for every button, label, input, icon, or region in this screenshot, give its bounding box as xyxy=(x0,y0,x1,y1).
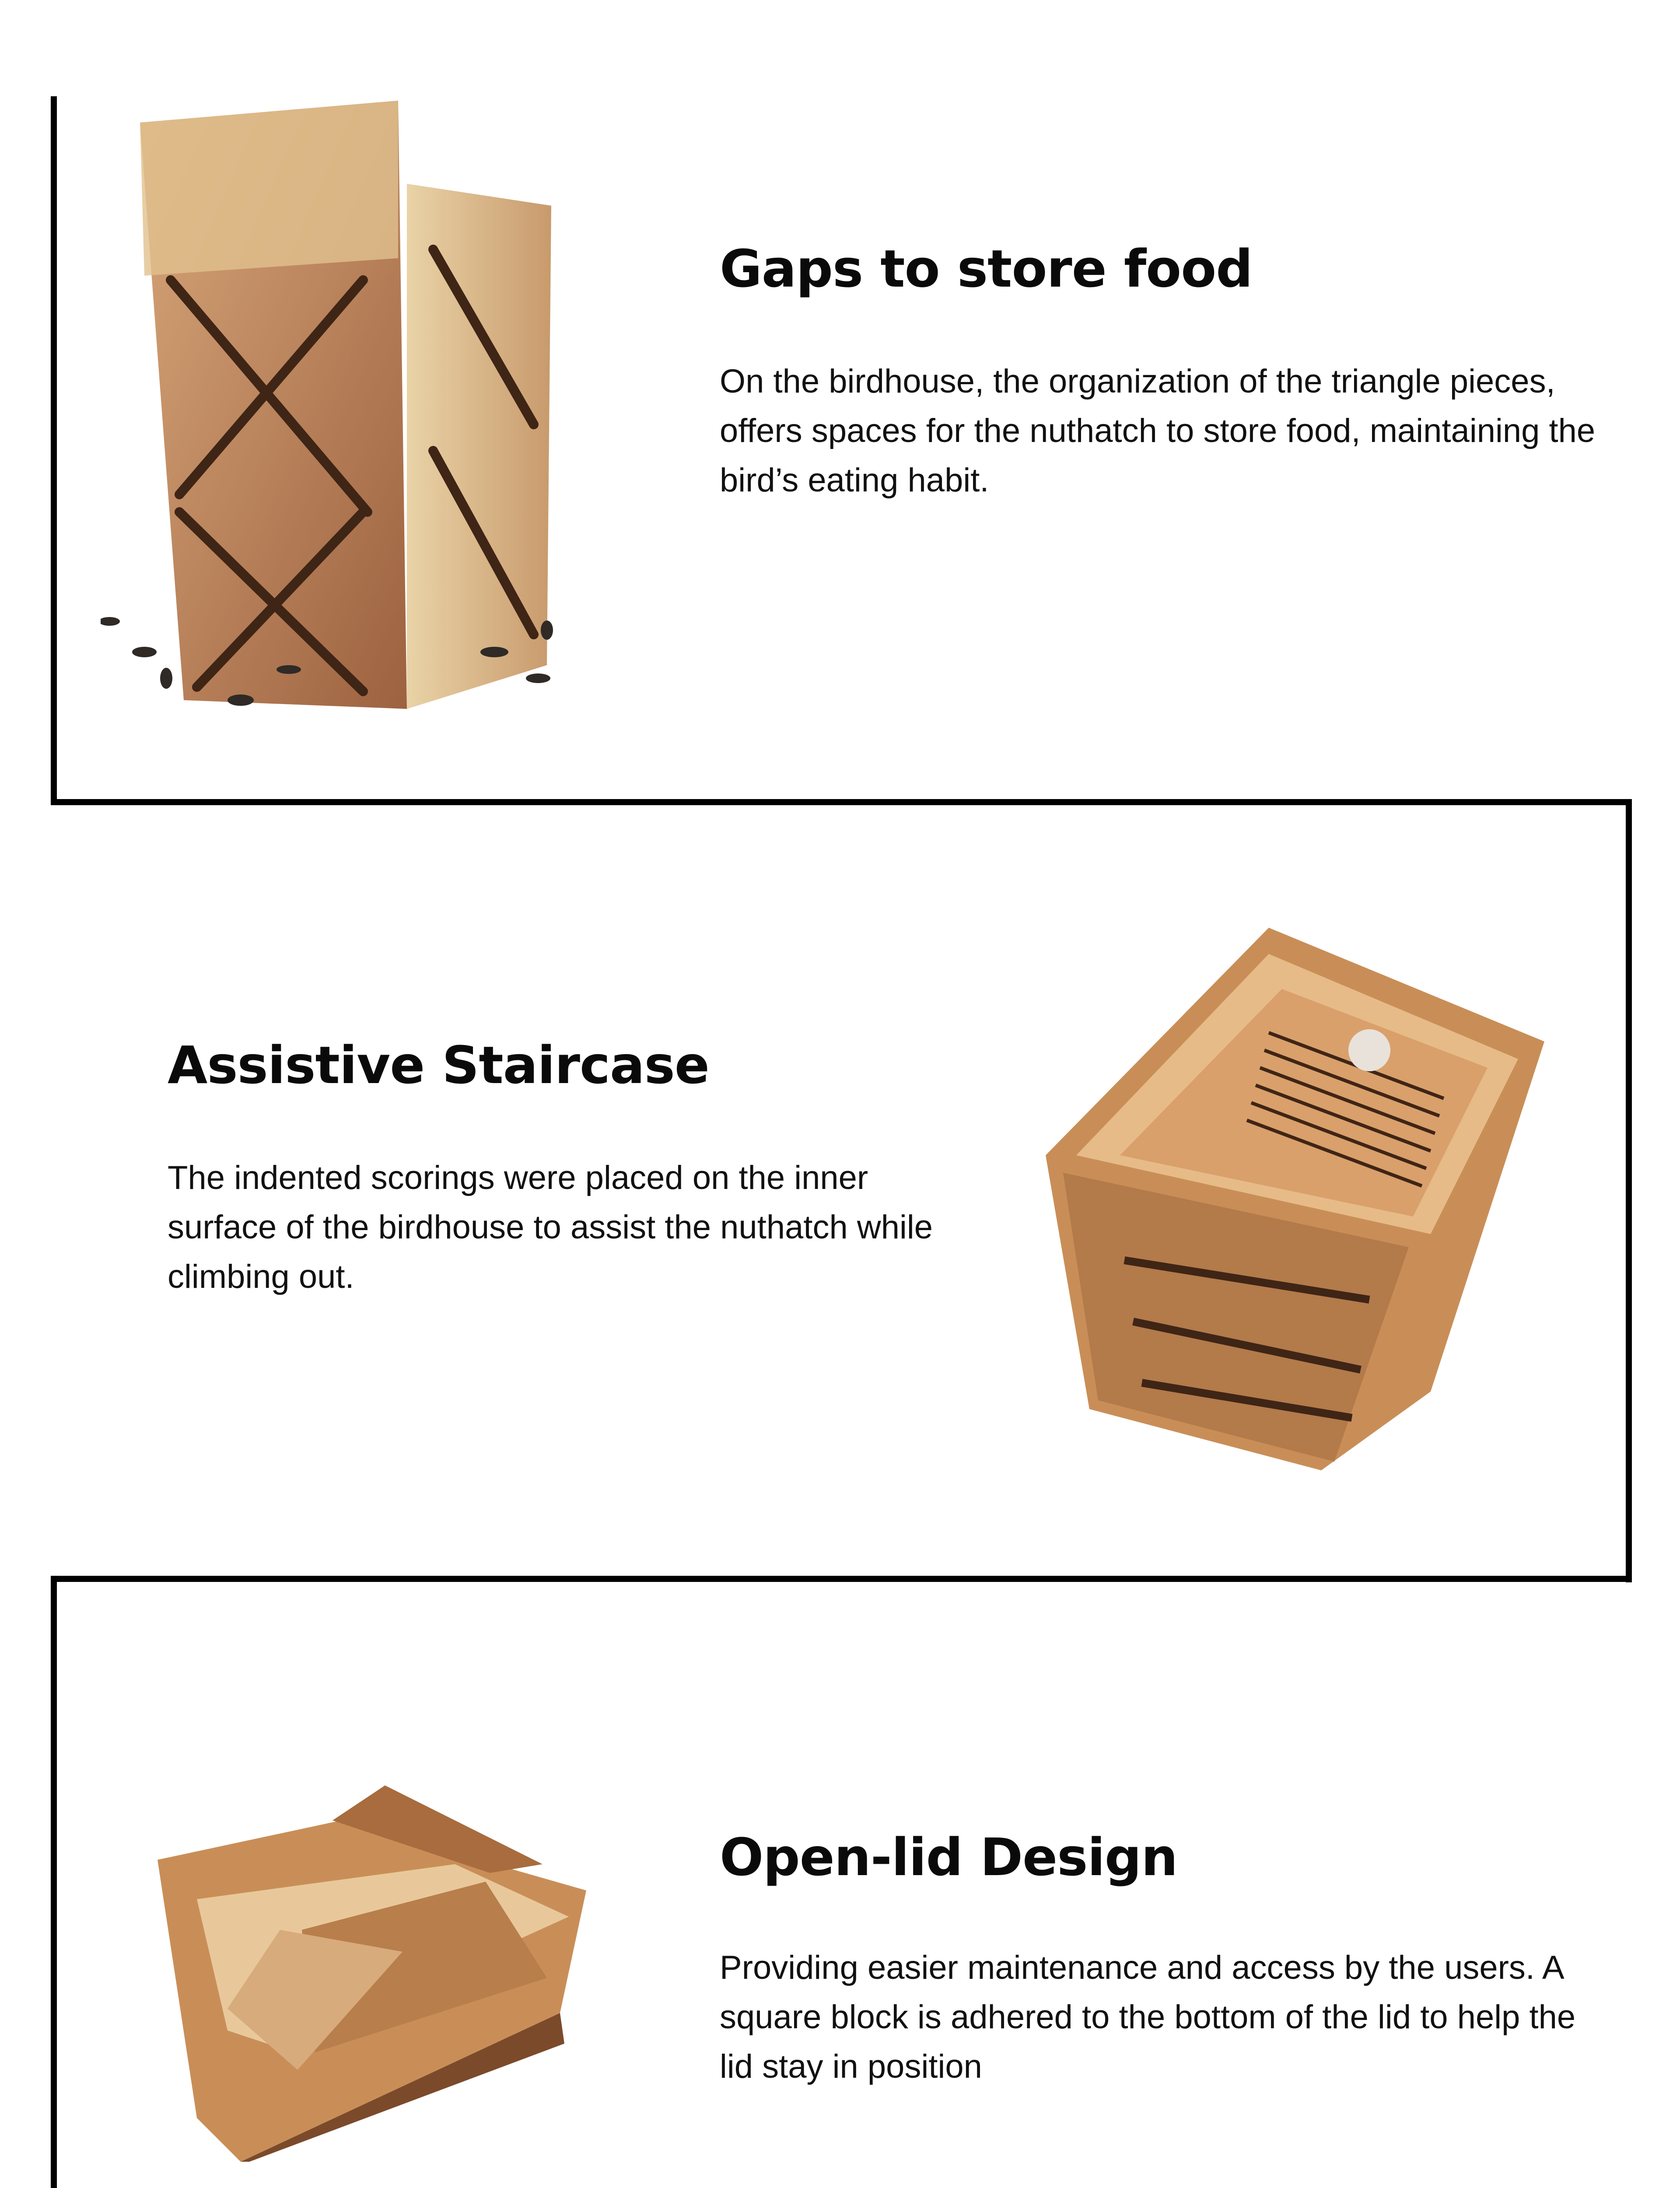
section-title: Assistive Staircase xyxy=(168,1035,709,1095)
open-birdhouse-interior-image xyxy=(1037,928,1553,1470)
section-body: On the birdhouse, the organization of the triangle pieces, offers spaces for the nuthatch to store food, maintaining the bird’s eating habit. xyxy=(720,363,1596,499)
feature-section-staircase xyxy=(0,805,1680,1580)
section-title: Open-lid Design xyxy=(720,1827,1178,1887)
section-title: Gaps to store food xyxy=(720,238,1253,299)
birdhouse-with-seeds-image xyxy=(101,92,582,735)
feature-section-open-lid xyxy=(0,1580,1680,2188)
feature-section-food-gaps xyxy=(0,0,1680,805)
section-body: The indented scorings were placed on the inner surface of the birdhouse to assist the nuthatch while climbing out. xyxy=(168,1159,933,1295)
birdhouse-lid-image xyxy=(158,1785,608,2162)
section-body: Providing easier maintenance and access by the users. A square block is adhered to the bottom of the lid to help the lid stay in position xyxy=(720,1949,1576,2085)
